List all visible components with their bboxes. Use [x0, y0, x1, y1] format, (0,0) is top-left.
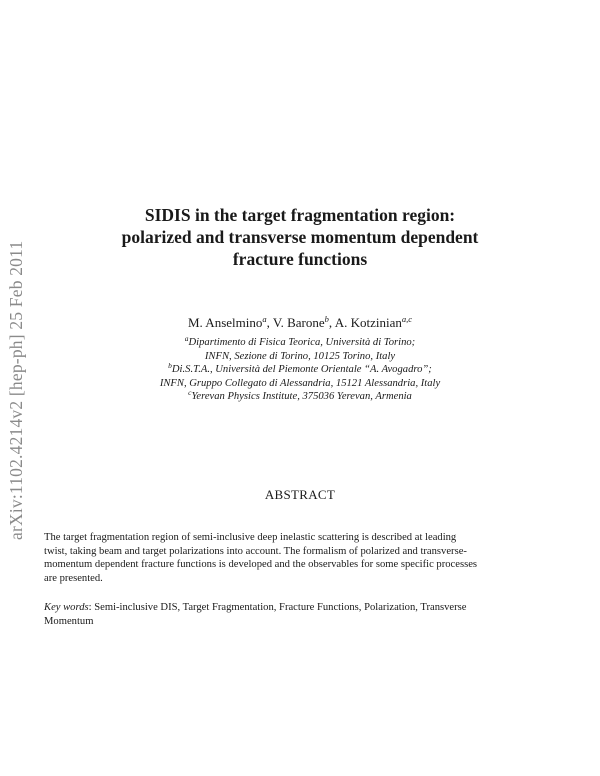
affiliation-line — [60, 336, 540, 350]
affiliation-line — [60, 363, 540, 377]
abstract-line: twist, taking beam and target polarizations into account. The formalism of polarized and transverse- — [44, 545, 467, 557]
abstract-text — [44, 531, 556, 585]
affiliation-text: Di.S.T.A., Università del Piemonte Orientale “A. Avogadro”; — [171, 364, 432, 376]
abstract-line: The target fragmentation region of semi-inclusive deep inelastic scattering is described at leading — [44, 532, 457, 543]
paper-title — [60, 204, 540, 270]
affiliation-line — [60, 377, 540, 391]
affiliation-marker: c — [188, 388, 192, 398]
affiliation-text: Yerevan Physics Institute, 375036 Yerevan, Armenia — [191, 391, 412, 403]
title-line: SIDIS in the target fragmentation region: — [144, 205, 456, 225]
author-affiliation-marker: a — [262, 314, 267, 324]
affiliation-text: Dipartimento di Fisica Teorica, Università di Torino; — [188, 337, 416, 348]
keywords-label: Key words — [44, 602, 89, 613]
title-line: fracture functions — [232, 249, 368, 269]
author-separator: , — [266, 315, 273, 330]
affiliation-text: INFN, Sezione di Torino, 10125 Torino, Italy — [204, 350, 396, 362]
abstract-heading: ABSTRACT — [264, 487, 336, 502]
affiliation-text: INFN, Gruppo Collegato di Alessandria, 15121 Alessandria, Italy — [159, 377, 441, 389]
author-affiliation-marker: a,c — [401, 314, 413, 324]
keywords — [44, 601, 556, 628]
abstract-line: are presented. — [44, 572, 103, 584]
affiliation-marker: a — [184, 334, 189, 343]
author-name: V. Barone — [272, 315, 325, 330]
author-list — [60, 315, 540, 331]
author-affiliation-marker: b — [324, 314, 329, 324]
arxiv-identifier-stamp: arXiv:1102.4214v2 [hep-ph] 25 Feb 2011 — [6, 240, 26, 540]
author-name: A. Kotzinian — [334, 315, 402, 330]
affiliation-line — [60, 390, 540, 404]
title-line: polarized and transverse momentum dependent — [121, 227, 479, 247]
affiliation-marker: b — [168, 361, 172, 371]
affiliation-line — [60, 350, 540, 364]
affiliation-list — [60, 336, 540, 404]
author-separator: , — [328, 315, 335, 330]
keywords-line — [44, 601, 556, 615]
abstract-line: momentum dependent fracture functions is developed and the observables for some specific processes — [44, 559, 478, 571]
author-name: M. Anselmino — [187, 315, 263, 330]
keywords-list: : Semi-inclusive DIS, Target Fragmentation, Fracture Functions, Polarization, Transverse — [88, 602, 467, 613]
keywords-line: Momentum — [44, 615, 94, 627]
